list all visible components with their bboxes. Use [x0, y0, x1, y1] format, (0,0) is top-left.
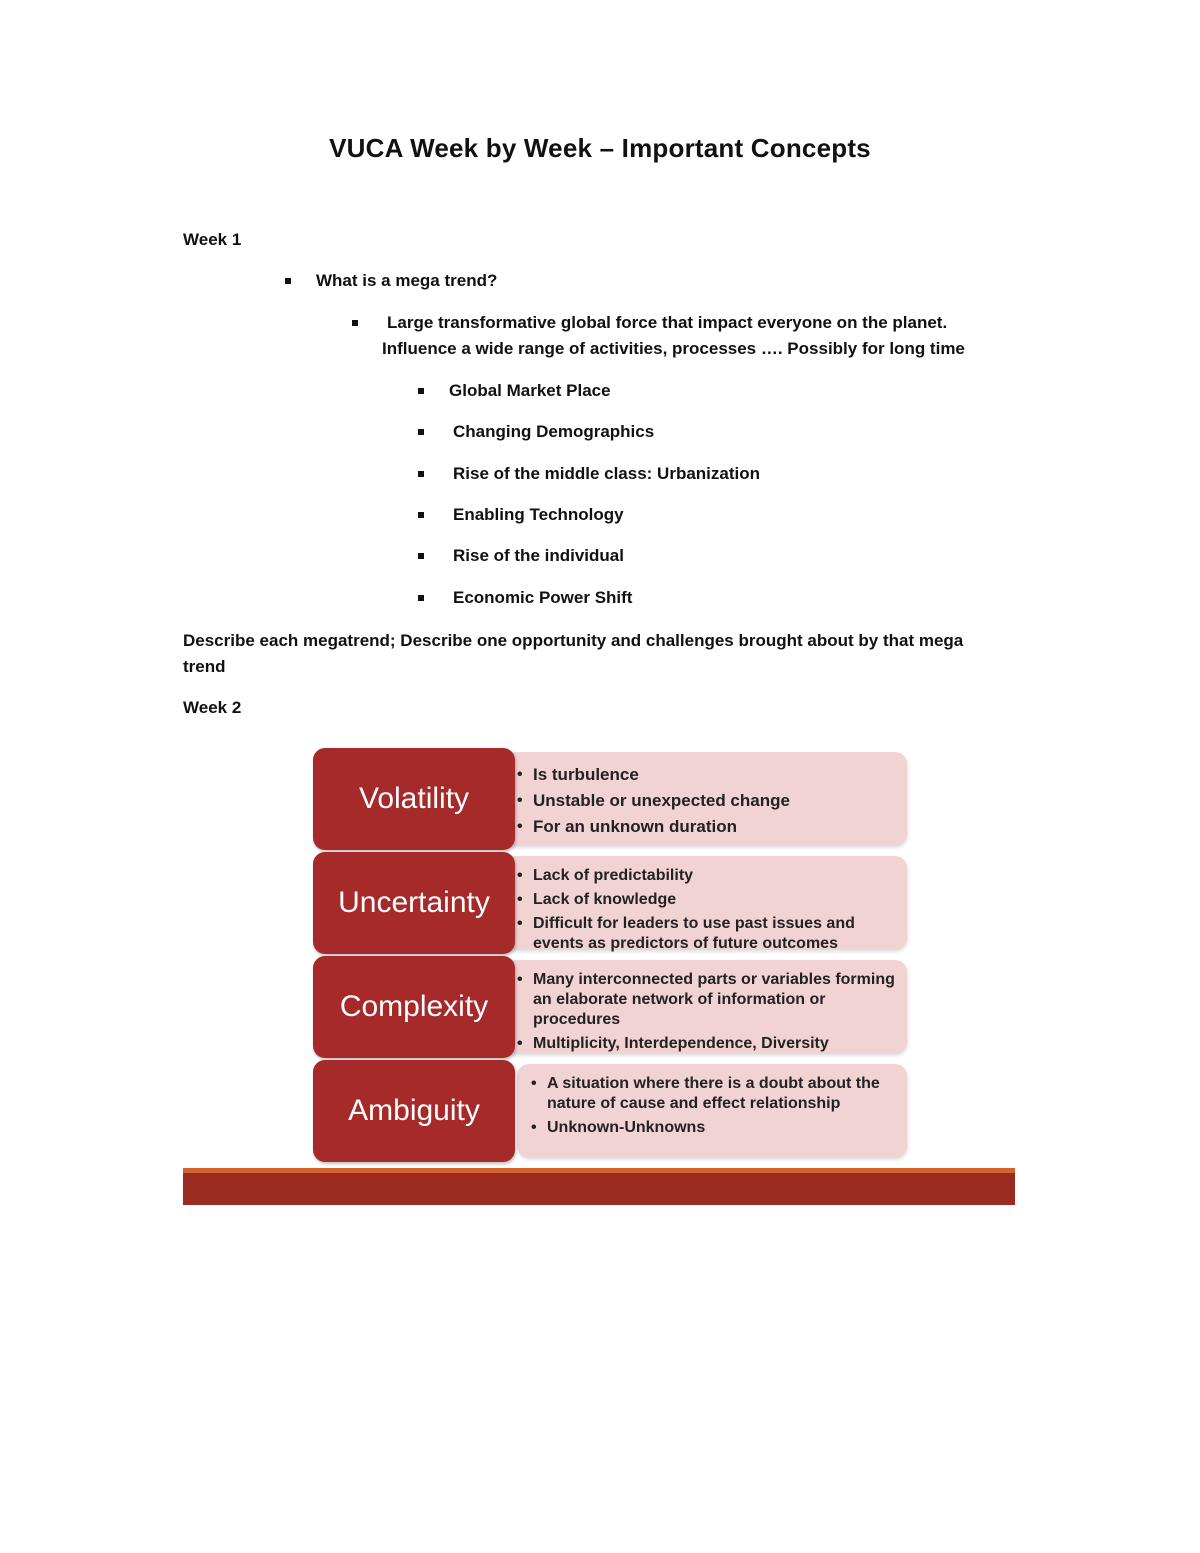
- megatrend-label: Economic Power Shift: [453, 588, 633, 607]
- bullet-dot-icon: •: [531, 1119, 537, 1136]
- definition-line-1: Large transformative global force that impact everyone on the planet.: [387, 313, 948, 332]
- megatrend-label: Enabling Technology: [453, 505, 624, 524]
- square-bullet-icon: [285, 278, 291, 284]
- bullet-dot-icon: •: [517, 792, 523, 809]
- megatrend-label: Rise of the individual: [453, 546, 624, 565]
- vuca-term-complexity: Complexity: [313, 956, 515, 1058]
- square-bullet-icon: [418, 595, 424, 601]
- page-title: VUCA Week by Week – Important Concepts: [329, 133, 871, 163]
- vuca-point: • Many interconnected parts or variables forming an elaborate network of information or procedures: [517, 971, 895, 1028]
- bullet-dot-icon: •: [517, 766, 523, 783]
- vuca-term-volatility: Volatility: [313, 748, 515, 850]
- vuca-row-uncertainty: [313, 852, 909, 954]
- square-bullet-icon: [418, 553, 424, 559]
- vuca-description-box: [503, 960, 907, 1054]
- vuca-point: • Unstable or unexpected change: [533, 788, 895, 814]
- bullet-dot-icon: •: [517, 915, 523, 932]
- week-2-heading: Week 2: [183, 698, 242, 717]
- vuca-row-complexity: [313, 956, 909, 1058]
- vuca-point: • Is turbulence: [533, 762, 895, 788]
- vuca-point: • Lack of predictability: [517, 867, 694, 884]
- square-bullet-icon: [418, 388, 424, 394]
- megatrend-label: Global Market Place: [449, 381, 611, 400]
- vuca-diagram: [313, 748, 909, 1168]
- vuca-point: • Unknown-Unknowns: [531, 1119, 706, 1136]
- square-bullet-icon: [418, 471, 424, 477]
- vuca-description-box: [503, 856, 907, 950]
- definition-line-2: Influence a wide range of activities, processes …. Possibly for long time: [382, 339, 965, 358]
- instruction-text: Describe each megatrend; Describe one opportunity and challenges brought about by that mega trend: [183, 631, 964, 676]
- bullet-dot-icon: •: [517, 1035, 523, 1052]
- vuca-row-ambiguity: [313, 1060, 909, 1162]
- vuca-term-ambiguity: Ambiguity: [313, 1060, 515, 1162]
- question-text: What is a mega trend?: [316, 271, 498, 290]
- vuca-point: • Multiplicity, Interdependence, Diversity: [517, 1035, 829, 1052]
- megatrend-label: Changing Demographics: [453, 422, 655, 441]
- bullet-dot-icon: •: [517, 818, 523, 835]
- vuca-point: • Difficult for leaders to use past issues and events as predictors of future outcomes: [517, 915, 855, 952]
- vuca-point: • A situation where there is a doubt about the nature of cause and effect relationship: [531, 1075, 880, 1112]
- vuca-row-volatility: [313, 748, 909, 850]
- square-bullet-icon: [352, 320, 358, 326]
- vuca-description-box: [503, 752, 907, 846]
- bullet-dot-icon: •: [517, 891, 523, 908]
- square-bullet-icon: [418, 512, 424, 518]
- bullet-dot-icon: •: [517, 867, 523, 884]
- megatrend-label: Rise of the middle class: Urbanization: [453, 464, 761, 483]
- week-1-heading: Week 1: [183, 230, 242, 249]
- square-bullet-icon: [418, 429, 424, 435]
- vuca-point: • For an unknown duration: [533, 814, 895, 840]
- bullet-dot-icon: •: [517, 971, 523, 988]
- vuca-point: • Lack of knowledge: [517, 891, 677, 908]
- bullet-dot-icon: •: [531, 1075, 537, 1092]
- vuca-term-uncertainty: Uncertainty: [313, 852, 515, 954]
- vuca-description-box: [517, 1064, 907, 1158]
- decorative-footer-bar: [183, 1168, 1015, 1205]
